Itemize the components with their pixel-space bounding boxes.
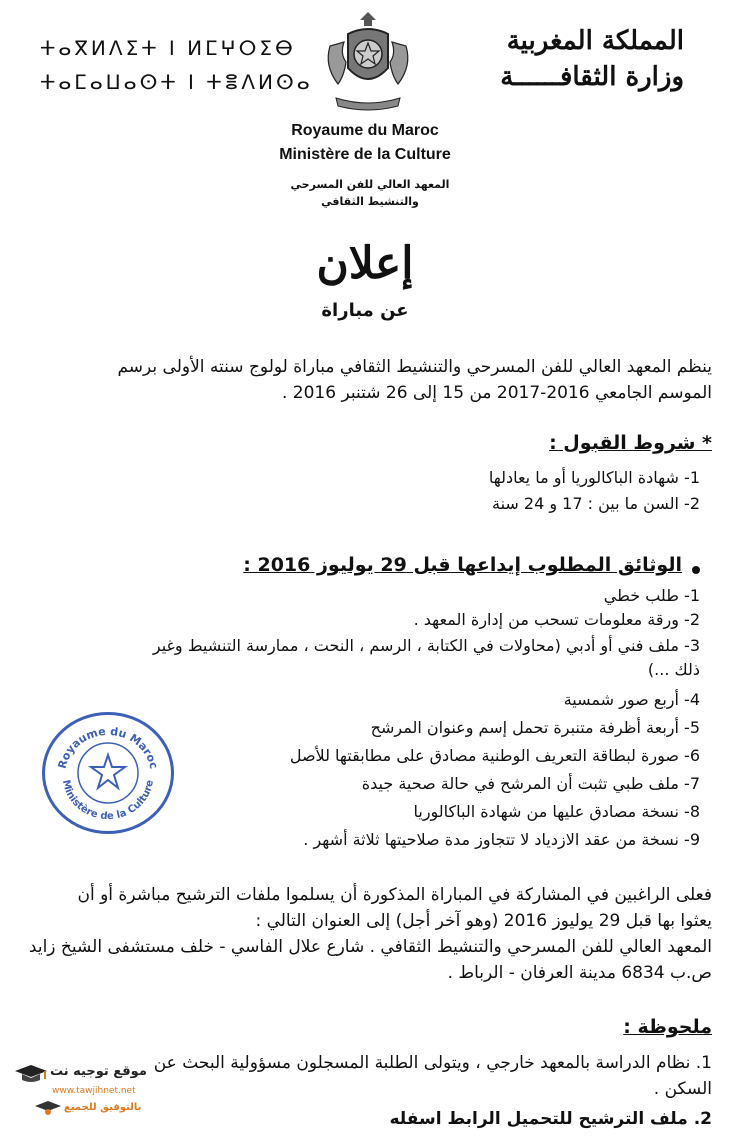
- closing-line-1: فعلى الراغبين في المشاركة في المباراة المذكورة أن يسلموا ملفات الترشيح مباشرة أو أن: [77, 885, 712, 905]
- intro-line-2: الموسم الجامعي 2016-2017 من 15 إلى 26 شتنبر 2016 .: [281, 383, 712, 403]
- note-heading: ملحوظة :: [623, 1016, 712, 1038]
- official-stamp: [42, 712, 174, 834]
- institute-name-line1: المعهد العالي للفن المسرحي: [290, 178, 450, 191]
- document-item: 9- نسخة من عقد الازدياد لا تتجاوز مدة صلاحيتها ثلاثة أشهر .: [303, 830, 700, 849]
- stamp-bottom-text: Ministère de la Culture: [59, 778, 156, 823]
- stamp-top-text: Royaume du Maroc: [55, 724, 161, 771]
- site-watermark: [10, 1056, 150, 1126]
- arabic-kingdom-name: المملكة المغربية: [506, 26, 684, 56]
- french-kingdom-name: Royaume du Maroc: [291, 122, 439, 139]
- document-item: 6- صورة لبطاقة التعريف الوطنية مصادق على مطابقتها للأصل: [289, 746, 700, 765]
- watermark-url: www.tawjihnet.net: [52, 1086, 136, 1096]
- watermark-slogan: بالتوفيق للجميع: [64, 1102, 142, 1113]
- document-item: 5- أربعة أظرفة متنبرة تحمل إسم وعنوان المرشح: [370, 718, 700, 737]
- document-item: 4- أربع صور شمسية: [563, 690, 700, 709]
- coat-of-arms-emblem: [318, 6, 418, 114]
- note-item-2: 2. ملف الترشيح للتحميل الرابط اسفله: [389, 1109, 712, 1129]
- condition-item: 1- شهادة الباكالوريا أو ما يعادلها: [488, 468, 700, 487]
- graduation-cap-icon: [14, 1064, 48, 1084]
- bullet-icon: [692, 566, 700, 574]
- watermark-site-name: موقع توجيه نت: [50, 1064, 147, 1079]
- documents-heading: الوثائق المطلوب إيداعها قبل 29 يوليوز 2016 :: [243, 554, 682, 576]
- graduate-icon: [34, 1100, 62, 1116]
- document-item: 3- ملف فني أو أدبي (محاولات في الكتابة ، الرسم ، النحت ، ممارسة التنشيط وغير: [152, 636, 700, 655]
- closing-line-2: يعثوا بها قبل 29 يوليوز 2016 (وهو آخر أجل) إلى العنوان التالي :: [255, 911, 712, 931]
- condition-item: 2- السن ما بين : 17 و 24 سنة: [492, 494, 700, 513]
- announcement-title: إعلان: [316, 238, 414, 289]
- institute-name-line2: والتنشيط الثقافي: [321, 195, 419, 208]
- document-item: 8- نسخة مصادق عليها من شهادة الباكالوريا: [413, 802, 700, 821]
- document-item: 1- طلب خطي: [603, 586, 700, 605]
- document-item-continued: ذلك ...): [647, 660, 700, 679]
- document-item: 7- ملف طبي تثبت أن المرشح في حالة صحية جيدة: [361, 774, 700, 793]
- closing-line-4: ص.ب 6834 مدينة العرفان - الرباط .: [447, 963, 712, 983]
- arabic-ministry-name: وزارة الثقافــــــة: [500, 62, 684, 92]
- closing-line-3: المعهد العالي للفن المسرحي والتنشيط الثقافي . شارع علال الفاسي - خلف مستشفى الشيخ زايد: [28, 937, 712, 957]
- note-item-1-line-1: 1. نظام الدراسة بالمعهد خارجي ، ويتولى الطلبة المسجلون مسؤولية البحث عن: [153, 1053, 712, 1073]
- star-icon: [91, 755, 125, 788]
- french-ministry-name: Ministère de la Culture: [279, 146, 451, 163]
- announcement-subtitle: عن مباراة: [321, 300, 409, 321]
- intro-line-1: ينظم المعهد العالي للفن المسرحي والتنشيط الثقافي مباراة لولوج سنته الأولى برسم: [117, 357, 712, 377]
- note-item-1-line-2: السكن .: [653, 1079, 712, 1099]
- tifinagh-kingdom: ⵜⴰⴳⵍⴷⵉⵜ ⵏ ⵍⵎⵖⵔⵉⴱ: [40, 36, 296, 60]
- svg-text:Ministère de la Culture: [60, 779, 156, 822]
- document-item: 2- ورقة معلومات تسحب من إدارة المعهد .: [413, 610, 700, 629]
- conditions-heading: * شروط القبول :: [549, 432, 712, 454]
- tifinagh-ministry: ⵜⴰⵎⴰⵡⴰⵙⵜ ⵏ ⵜⴻⴷⵍⵙⴰ: [40, 70, 313, 94]
- svg-text:Royaume du Maroc: [56, 725, 161, 770]
